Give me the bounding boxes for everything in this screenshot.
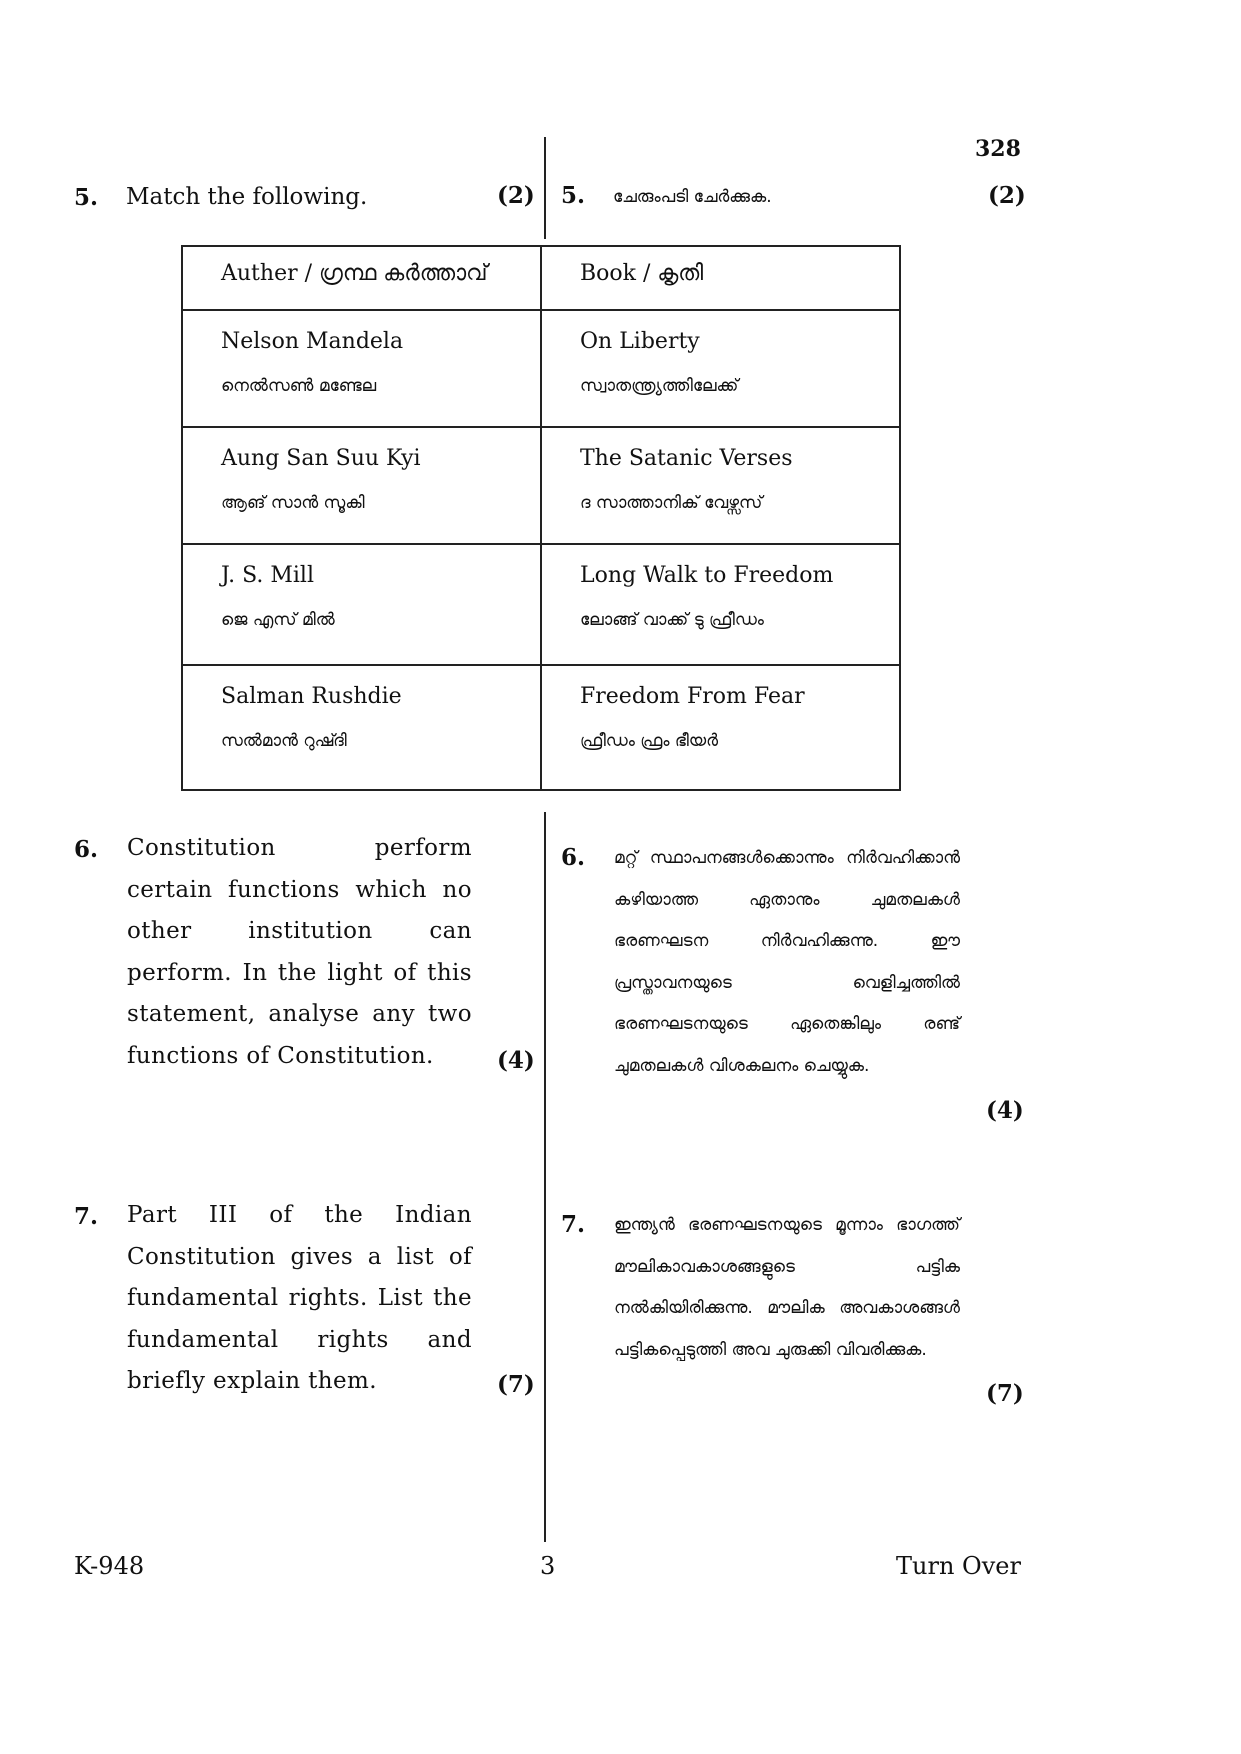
author-cell [182,665,541,790]
q7-number: 7. [74,1203,99,1230]
book-ml: ഫ്രീഡം ഫ്രം ഭീയർ [580,731,719,751]
book-cell [541,544,900,665]
book-ml: സ്വാതന്ത്ര്യത്തിലേക്ക് [580,376,739,396]
q5-english-text: Match the following. [126,184,368,210]
book-en: Freedom From Fear [580,684,805,709]
q7-ml-number: 7. [561,1211,586,1238]
q7-malayalam-text: ഇന്ത്യൻ ഭരണഘടനയുടെ മൂന്നാം ഭാഗത്ത് മൗലികാവകാശങ്ങളുടെ പട്ടിക നൽകിയിരിക്കുന്നു. മൗലിക അവകാശങ്ങൾ പട്ടികപ്പെടുത്തി അവ ചുരുക്കി വിവരിക്കുക. [614,1215,960,1360]
q7-marks: (7) [497,1371,535,1398]
page-code: 328 [975,136,1021,162]
turn-over-label: Turn Over [896,1552,1021,1580]
book-cell [541,665,900,790]
book-ml: ദ സാത്താനിക് വേഴ്സസ് [580,493,763,513]
column-divider-top [544,137,546,239]
table-row [182,310,900,427]
table-header-author [182,246,541,310]
q5-malayalam-text: ചേരുംപടി ചേർക്കുക. [613,187,772,207]
table-header-book [541,246,900,310]
q6-number: 6. [74,836,99,863]
q6-english-text: Constitution perform certain functions which no other institution can perform. In the light of this statement, analyse any two functions of Constitution. [127,835,472,1069]
author-cell [182,310,541,427]
page-number: 3 [540,1552,556,1580]
book-cell [541,310,900,427]
book-en: The Satanic Verses [580,446,793,471]
table-row [182,665,900,790]
author-cell [182,427,541,544]
column-divider-bottom [544,812,546,1542]
book-en: On Liberty [580,329,700,354]
q7-ml-marks: (7) [986,1380,1024,1407]
author-en: Aung San Suu Kyi [221,446,421,471]
header-book-label: Book / കൃതി [580,261,704,286]
author-en: Nelson Mandela [221,329,404,354]
book-en: Long Walk to Freedom [580,563,834,588]
book-ml: ലോങ്ങ് വാക്ക് ടു ഫ്രീഡം [580,610,764,630]
q5-marks: (2) [497,182,535,209]
match-table [181,245,901,791]
table-row [182,544,900,665]
author-ml: ജെ എസ് മിൽ [221,610,335,630]
author-cell [182,544,541,665]
q6-ml-number: 6. [561,844,586,871]
footer-code: K-948 [74,1552,145,1580]
book-cell [541,427,900,544]
table-header-row [182,246,900,310]
q6-marks: (4) [497,1047,535,1074]
q7-english-text: Part III of the Indian Constitution gives a list of fundamental rights. List the fundamental rights and briefly explain them. [127,1202,472,1394]
q5-number: 5. [74,184,99,211]
author-ml: നെൽസൺ മണ്ടേല [221,376,377,396]
q5-ml-number: 5. [561,182,586,209]
author-en: Salman Rushdie [221,684,402,709]
q6-ml-marks: (4) [986,1097,1024,1124]
q5-ml-marks: (2) [988,182,1026,209]
author-en: J. S. Mill [221,563,315,588]
author-ml: സൽമാൻ റുഷ്ദി [221,731,347,751]
author-ml: ആങ് സാൻ സൂകി [221,493,365,513]
header-author-label: Auther / ഗ്രന്ഥ കർത്താവ് [221,261,488,286]
q6-malayalam-text: മറ്റ് സ്ഥാപനങ്ങൾക്കൊന്നും നിർവഹിക്കാൻ കഴിയാത്ത ഏതാനും ചുമതലകൾ ഭരണഘടന നിർവഹിക്കുന്നു. ഈ പ്രസ്താവനയുടെ വെളിച്ചത്തിൽ ഭരണഘടനയുടെ ഏതെങ്കിലും രണ്ട് ചുമതലകൾ വിശകലനം ചെയ്യുക. [614,848,960,1076]
table-row [182,427,900,544]
